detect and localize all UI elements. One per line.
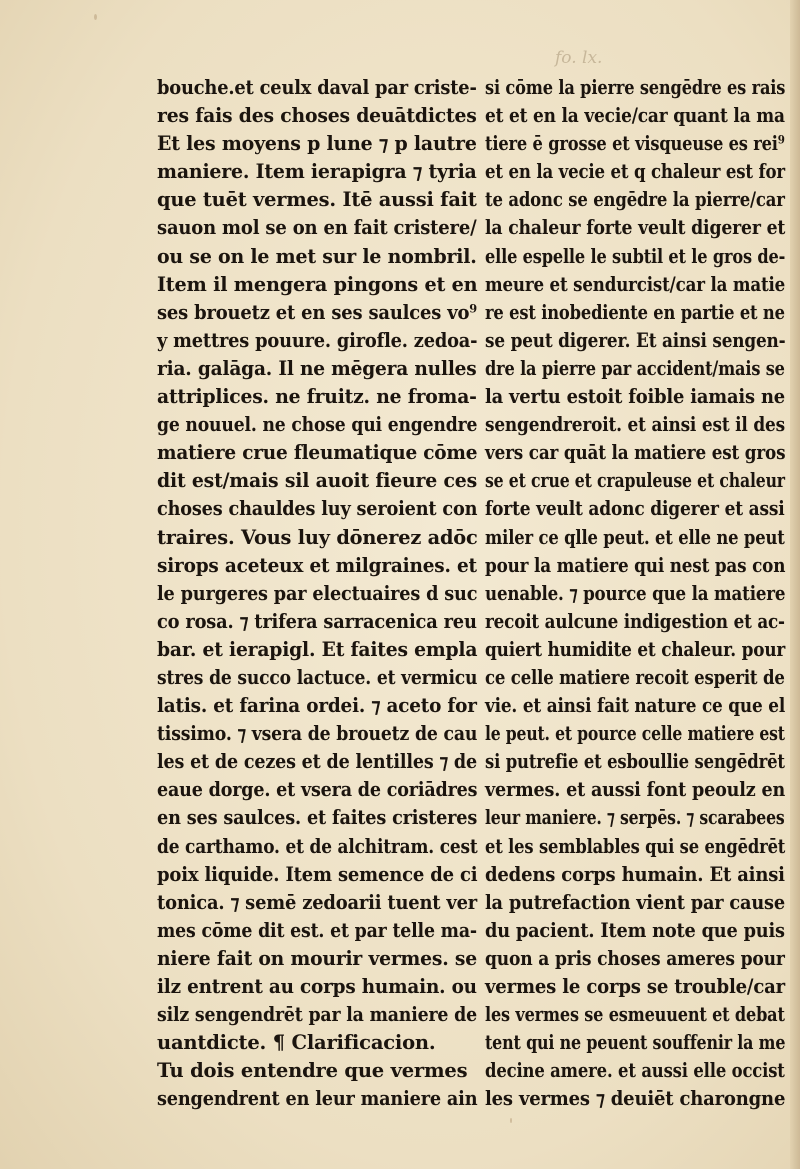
text-line: eaue dorge. et vsera de coriādres	[157, 778, 478, 802]
text-line: niere fait on mourir vermes. se	[157, 946, 478, 970]
text-line: quiert humidite et chaleur. pour	[485, 637, 786, 661]
text-line: forte veult adonc digerer et assi	[485, 497, 785, 521]
text-line: poix liquide. Item semence de ci	[157, 862, 478, 886]
text-line: re est inobediente en partie et ne	[485, 300, 785, 324]
text-line: vermes. et aussi font peoulz en	[485, 778, 786, 802]
text-line: miler ce qlle peut. et elle ne peut	[485, 525, 785, 549]
text-line: choses chauldes luy seroient con	[157, 497, 478, 521]
text-line: se et crue et crapuleuse et chaleur	[485, 469, 785, 493]
text-line: dre la pierre par accident/mais se	[485, 356, 785, 380]
text-line: bar. et ierapigl. Et faites empla	[157, 637, 478, 661]
text-line: ou se on le met sur le nombril.	[157, 244, 477, 268]
text-line: le purgeres par electuaires d suc	[157, 581, 478, 605]
text-line: vie. et ainsi fait nature ce que el	[485, 694, 786, 718]
text-line: le peut. et pource celle matiere est	[485, 722, 785, 746]
text-line: uenable. ⁊ pource que la matiere	[485, 581, 786, 605]
text-line: les et de cezes et de lentilles ⁊ de	[157, 750, 477, 774]
ink-speck	[94, 14, 97, 20]
text-line: y mettres pouure. girofle. zedoa-	[157, 328, 478, 352]
text-line: sauon mol se on en fait cristere/	[157, 216, 477, 240]
text-line: co rosa. ⁊ trifera sarracenica reu	[157, 609, 477, 633]
text-line: quon a pris choses ameres pour	[485, 946, 785, 970]
text-line: leur maniere. ⁊ serpēs. ⁊ scarabees	[485, 806, 785, 830]
text-line: elle espelle le subtil et le gros de-	[485, 244, 786, 268]
text-line: recoit aulcune indigestion et ac-	[485, 609, 785, 633]
text-line: du pacient. Item note que puis	[485, 918, 785, 942]
text-line: meure et sendurcist/car la matie	[485, 272, 786, 296]
text-line: traires. Vous luy dōnerez adōc	[157, 525, 478, 549]
text-line: vers car quāt la matiere est gros	[485, 441, 786, 465]
text-line: stres de succo lactuce. et vermicu	[157, 665, 478, 689]
text-line: de carthamo. et de alchitram. cest	[157, 834, 478, 858]
running-head: fo. lx.	[555, 48, 603, 68]
text-line: sengendrent en leur maniere ain	[157, 1087, 478, 1111]
text-line: Item il mengera pingons et en	[157, 272, 478, 296]
text-line: bouche.et ceulx daval par criste-	[157, 76, 477, 99]
text-line: et les semblables qui se engēdrēt	[485, 834, 786, 858]
left-text-column	[157, 74, 477, 1113]
text-line: sengendreroit. et ainsi est il des	[485, 413, 785, 437]
text-line: et en la vecie et q chaleur est for	[485, 160, 785, 184]
text-line: pour la matiere qui nest pas con	[485, 553, 786, 577]
text-line: tissimo. ⁊ vsera de brouetz de cau	[157, 722, 478, 746]
text-line: mes cōme dit est. et par telle ma-	[157, 918, 477, 942]
text-line: latis. et farina ordei. ⁊ aceto for	[157, 694, 477, 718]
text-line: ge nouuel. ne chose qui engendre	[157, 413, 478, 437]
text-line: decine amere. et aussi elle occist	[485, 1059, 785, 1083]
text-line: silz sengendrēt par la maniere de	[157, 1003, 477, 1027]
text-line: ses brouetz et en ses saulces vo⁹	[157, 300, 477, 324]
text-line: et et en la vecie/car quant la ma	[485, 104, 785, 128]
text-line: dit est/mais sil auoit fieure ces	[157, 469, 478, 493]
text-line: si cōme la pierre sengēdre es rais	[485, 76, 786, 99]
text-line: si putrefie et esboullie sengēdrēt	[485, 750, 785, 774]
text-line: ilz entrent au corps humain. ou	[157, 975, 477, 998]
text-line: la vertu estoit foible iamais ne	[485, 385, 785, 409]
text-line: uantdicte. ¶ Clarificacion.	[157, 1031, 436, 1055]
ink-speck	[510, 1118, 512, 1123]
text-line: matiere crue fleumatique cōme	[157, 441, 478, 465]
text-line: en ses saulces. et faites cristeres	[157, 806, 478, 830]
text-line: ria. galāga. Il ne mēgera nulles	[157, 356, 477, 380]
text-line: res fais des choses deuātdictes	[157, 104, 477, 128]
text-line: Et les moyens p lune ⁊ p lautre	[157, 132, 477, 156]
text-line: tonica. ⁊ semē zedoarii tuent ver	[157, 890, 478, 914]
right-text-column	[485, 74, 785, 1113]
text-line: ce celle matiere recoit esperit de	[485, 665, 785, 689]
text-line: les vermes se esmeuuent et debat	[485, 1003, 785, 1027]
text-line: la chaleur forte veult digerer et	[485, 216, 786, 240]
text-line: sirops aceteux et milgraines. et	[157, 553, 477, 577]
text-line: les vermes ⁊ deuiēt charongne	[485, 1087, 786, 1111]
text-line: Tu dois entendre que vermes	[157, 1059, 468, 1083]
text-line: la putrefaction vient par cause	[485, 890, 785, 914]
text-line: tent qui ne peuent souffenir la me	[485, 1031, 786, 1055]
text-line: que tuēt vermes. Itē aussi fait	[157, 188, 477, 212]
text-line: te adonc se engēdre la pierre/car	[485, 188, 785, 212]
text-line: vermes le corps se trouble/car	[485, 975, 785, 998]
text-line: se peut digerer. Et ainsi sengen-	[485, 328, 786, 352]
text-line: maniere. Item ierapigra ⁊ tyria	[157, 160, 477, 184]
text-line: dedens corps humain. Et ainsi	[485, 862, 785, 886]
text-line: tiere ē grosse et visqueuse es rei⁹	[485, 132, 785, 156]
page-edge	[790, 0, 800, 1169]
text-line: attriplices. ne fruitz. ne froma-	[157, 385, 477, 409]
